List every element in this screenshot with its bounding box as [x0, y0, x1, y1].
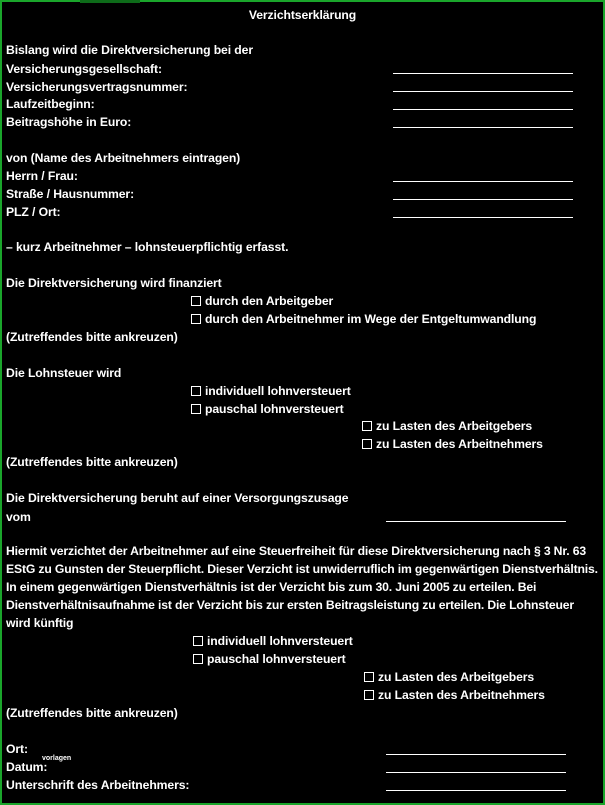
suboption-employer-burden[interactable]	[362, 419, 532, 434]
signature-label-signature: Unterschrift des Arbeitnehmers:	[6, 778, 190, 792]
field-label-insurer: Versicherungsgesellschaft:	[6, 62, 162, 76]
field-city-line[interactable]	[393, 217, 573, 218]
field-insurer-line[interactable]	[393, 73, 573, 74]
checkbox-flat-tax[interactable]	[191, 404, 201, 414]
field-label-city: PLZ / Ort:	[6, 205, 61, 219]
field-label-contract-number: Versicherungsvertragsnummer:	[6, 80, 188, 94]
section4-intro: Die Lohnsteuer wird	[6, 366, 122, 380]
field-signature-line[interactable]	[386, 790, 566, 791]
checkbox-future-individual-tax[interactable]	[193, 636, 203, 646]
section5-line2: vom	[6, 510, 31, 524]
checkbox-employee-financed[interactable]	[191, 314, 201, 324]
document-title: Verzichtserklärung	[248, 8, 357, 22]
section4-hint: (Zutreffendes bitte ankreuzen)	[6, 455, 178, 469]
option-individual-tax[interactable]	[191, 384, 351, 399]
suboption-employee-burden[interactable]	[362, 437, 543, 452]
checkbox-individual-tax[interactable]	[191, 386, 201, 396]
section3-intro: Die Direktversicherung wird finanziert	[6, 276, 222, 290]
field-commitment-date-line[interactable]	[386, 521, 566, 522]
top-accent	[80, 0, 140, 3]
field-start-line[interactable]	[393, 109, 573, 110]
option-employee-financed[interactable]	[191, 312, 536, 327]
option-label: individuell lohnversteuert	[205, 384, 351, 398]
checkbox-future-flat-tax[interactable]	[193, 654, 203, 664]
option-future-flat-tax[interactable]	[193, 652, 346, 667]
section3-hint: (Zutreffendes bitte ankreuzen)	[6, 330, 178, 344]
field-place-line[interactable]	[386, 754, 566, 755]
section1-intro: Bislang wird die Direktversicherung bei der	[6, 43, 253, 57]
option-flat-tax[interactable]	[191, 402, 344, 417]
checkbox-employee-burden[interactable]	[362, 439, 372, 449]
option-label: zu Lasten des Arbeitgebers	[376, 419, 533, 433]
suboption-future-employer-burden[interactable]	[364, 670, 534, 685]
checkbox-future-employer-burden[interactable]	[364, 672, 374, 682]
option-label: individuell lohnversteuert	[207, 634, 353, 648]
signature-label-date: Datum:	[6, 760, 48, 774]
checkbox-future-employee-burden[interactable]	[364, 690, 374, 700]
option-label: durch den Arbeitgeber	[205, 294, 334, 308]
field-name-line[interactable]	[393, 181, 573, 182]
signature-label-place: Ort:	[6, 742, 28, 756]
waiver-paragraph: Hiermit verzichtet der Arbeitnehmer auf eine Steuerfreiheit für diese Direktversicherung nach § 3 Nr. 63 EStG zu Gunsten der Steuerpflicht. Dieser Verzicht ist unwiderruflich im gegenwärtigen Dienstverhältnis. In einem gegenwärtigen Dienstverhältnis ist der Verzicht bis zum 30. Juni 2005 zu erteilen. Bei Dienstverhältnisaufnahme ist der Verzicht bis zur ersten Beitragsleistung zu erteilen. Die Lohnsteuer wird künftig	[6, 544, 598, 630]
field-label-start: Laufzeitbeginn:	[6, 97, 95, 111]
section2-outro: – kurz Arbeitnehmer – lohnsteuerpflichtig erfasst.	[6, 240, 289, 254]
section6-hint: (Zutreffendes bitte ankreuzen)	[6, 706, 178, 720]
option-label: pauschal lohnversteuert	[205, 402, 344, 416]
field-date-line[interactable]	[386, 772, 566, 773]
option-label: pauschal lohnversteuert	[207, 652, 346, 666]
suboption-future-employee-burden[interactable]	[364, 688, 545, 703]
watermark-text: vorlagen	[42, 755, 72, 762]
option-label: durch den Arbeitnehmer im Wege der Entgeltumwandlung	[205, 312, 537, 326]
option-label: zu Lasten des Arbeitnehmers	[376, 437, 543, 451]
option-employer-financed[interactable]	[191, 294, 333, 309]
option-label: zu Lasten des Arbeitgebers	[378, 670, 535, 684]
field-street-line[interactable]	[393, 199, 573, 200]
checkbox-employer-financed[interactable]	[191, 296, 201, 306]
field-label-amount: Beitragshöhe in Euro:	[6, 115, 132, 129]
checkbox-employer-burden[interactable]	[362, 421, 372, 431]
section2-intro: von (Name des Arbeitnehmers eintragen)	[6, 151, 241, 165]
section5-line1: Die Direktversicherung beruht auf einer Versorgungszusage	[6, 491, 349, 505]
field-label-name: Herrn / Frau:	[6, 169, 78, 183]
field-label-street: Straße / Hausnummer:	[6, 187, 135, 201]
option-label: zu Lasten des Arbeitnehmers	[378, 688, 545, 702]
option-future-individual-tax[interactable]	[193, 634, 353, 649]
field-contract-number-line[interactable]	[393, 91, 573, 92]
field-amount-line[interactable]	[393, 127, 573, 128]
